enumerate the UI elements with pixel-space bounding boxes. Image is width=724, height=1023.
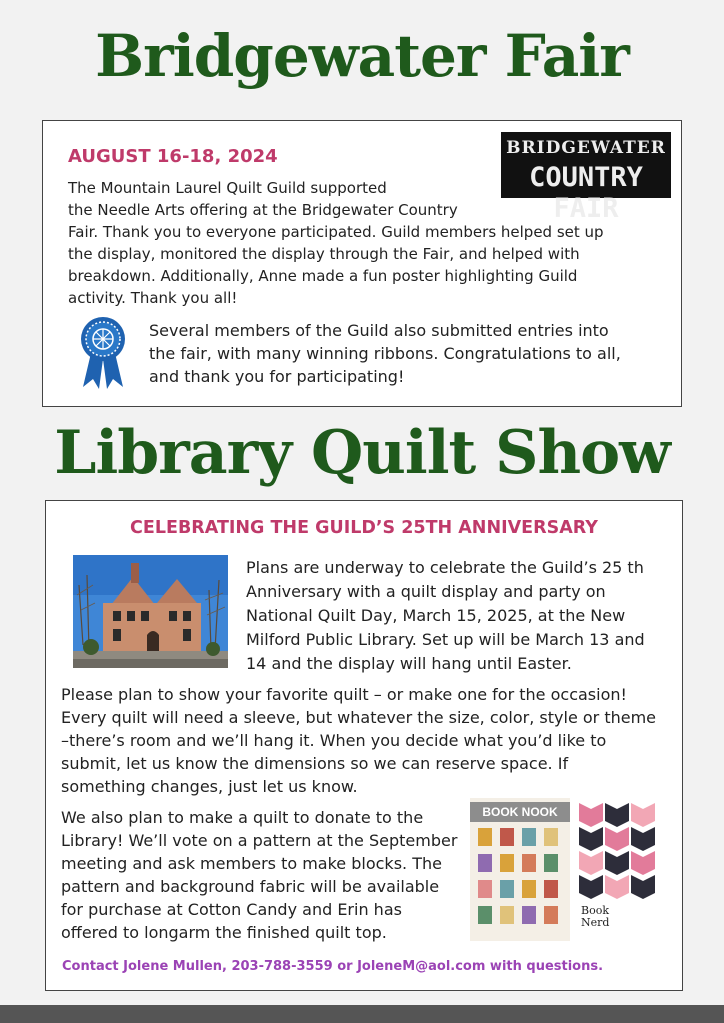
footer-bar	[0, 1005, 724, 1023]
library-quilt-show-title: Library Quilt Show	[54, 418, 670, 488]
donate-text-line: Library! We’ll vote on a pattern at the September	[61, 831, 458, 850]
fair-text-line: Fair. Thank you to everyone participated. Guild members helped set up	[68, 223, 604, 241]
bridgewater-fair-panel	[42, 120, 682, 407]
bridgewater-fair-title: Bridgewater Fair	[95, 22, 629, 90]
fair-text-line: The Mountain Laurel Quilt Guild supported	[68, 179, 387, 197]
library-building-photo	[73, 555, 228, 668]
intro-text-line: Plans are underway to celebrate the Guild’s 25 th	[246, 558, 644, 577]
donate-text-line: meeting and ask members to make blocks. The	[61, 854, 442, 873]
ribbon-text-line: Several members of the Guild also submitted entries into	[149, 321, 609, 340]
intro-text-line: Anniversary with a quilt display and party on	[246, 582, 606, 601]
fair-text-line: the display, monitored the display through the Fair, and helped with	[68, 245, 580, 263]
fair-text-line: breakdown. Additionally, Anne made a fun poster highlighting Guild	[68, 267, 578, 285]
donate-text-line: offered to longarm the finished quilt top.	[61, 923, 387, 942]
body-text-line: Please plan to show your favorite quilt – or make one for the occasion!	[61, 685, 627, 704]
logo-top-text: BRIDGEWATER	[506, 138, 666, 158]
donate-text-line: pattern and background fabric will be available	[61, 877, 440, 896]
blue-ribbon-icon	[79, 315, 127, 391]
body-text-line: Every quilt will need a sleeve, but whatever the size, color, style or theme	[61, 708, 657, 727]
book-nerd-title: Book Nerd	[581, 904, 610, 929]
intro-text-line: Milford Public Library. Set up will be March 13 and	[246, 630, 645, 649]
fair-text-line: the Needle Arts offering at the Bridgewater Country	[68, 201, 458, 219]
body-text-line: –there’s room and we’ll hang it. When you decide what you’d like to	[61, 731, 607, 750]
ribbon-text-line: the fair, with many winning ribbons. Congratulations to all,	[149, 344, 621, 363]
library-quilt-show-panel	[45, 500, 683, 991]
bridgewater-country-fair-logo	[501, 132, 671, 224]
donate-text-line: We also plan to make a quilt to donate to the	[61, 808, 424, 827]
event-date: AUGUST 16-18, 2024	[68, 146, 278, 167]
intro-text-line: National Quilt Day, March 15, 2025, at the New	[246, 606, 626, 625]
book-nook-pattern-cover	[470, 798, 570, 941]
anniversary-heading: CELEBRATING THE GUILD’S 25TH ANNIVERSARY	[130, 518, 598, 538]
fair-text-line: activity. Thank you all!	[68, 289, 238, 307]
donate-text-line: for purchase at Cotton Candy and Erin has	[61, 900, 402, 919]
book-nerd-pattern-cover	[577, 801, 657, 933]
ribbon-text-line: and thank you for participating!	[149, 367, 405, 386]
book-nook-title: BOOK NOOK	[470, 802, 570, 822]
body-text-line: submit, let us know the dimensions so we can reserve space. If	[61, 754, 569, 773]
logo-bottom-text: COUNTRY FAIR	[529, 162, 643, 224]
contact-line: Contact Jolene Mullen, 203-788-3559 or JoleneM@aol.com with questions.	[62, 959, 604, 974]
intro-text-line: 14 and the display will hang until Easter.	[246, 654, 572, 673]
body-text-line: something changes, just let us know.	[61, 777, 358, 796]
